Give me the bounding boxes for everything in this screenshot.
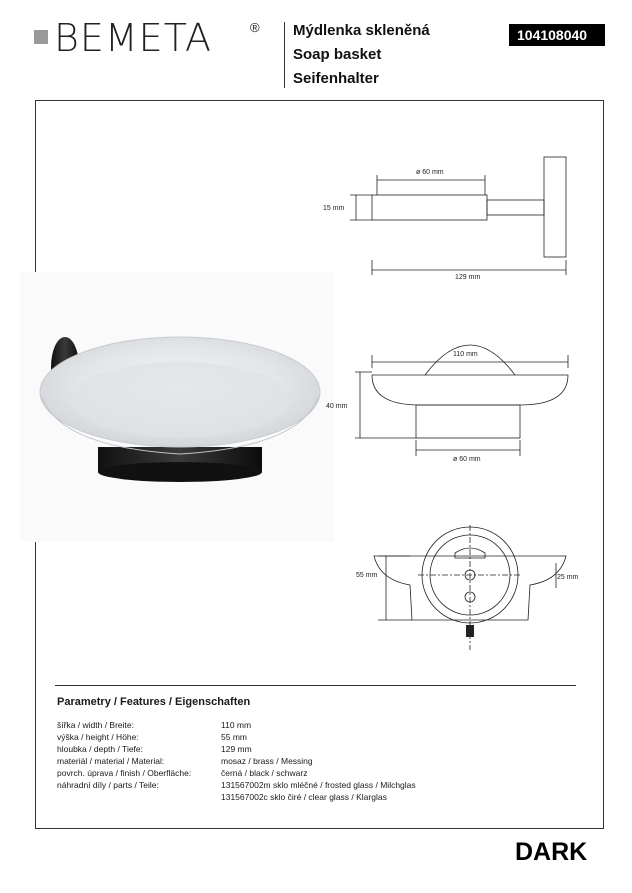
param-label: náhradní díly / parts / Teile: bbox=[57, 780, 159, 790]
dim-front-depth: 25 mm bbox=[557, 574, 579, 581]
param-value: 131567002m sklo mléčné / frosted glass / Milchglas bbox=[221, 780, 416, 790]
dim-side-width: 110 mm bbox=[453, 351, 478, 358]
dim-top-height: 15 mm bbox=[323, 205, 345, 212]
param-value: mosaz / brass / Messing bbox=[221, 756, 313, 766]
param-label: výška / height / Höhe: bbox=[57, 732, 139, 742]
title-czech: Mýdlenka skleněná bbox=[293, 22, 430, 39]
params-title: Parametry / Features / Eigenschaften bbox=[57, 696, 251, 708]
param-value: černá / black / schwarz bbox=[221, 768, 308, 778]
title-german: Seifenhalter bbox=[293, 70, 379, 87]
dim-top-length: 129 mm bbox=[455, 274, 481, 281]
product-code: 104108040 bbox=[509, 24, 605, 46]
param-label: šířka / width / Breite: bbox=[57, 720, 134, 730]
series-name: DARK bbox=[515, 838, 588, 866]
param-label: povrch. úprava / finish / Oberfläche: bbox=[57, 768, 192, 778]
title-english: Soap basket bbox=[293, 46, 382, 63]
dim-top-diameter: ø 60 mm bbox=[416, 169, 444, 176]
param-label: materiál / material / Material: bbox=[57, 756, 165, 766]
param-value: 55 mm bbox=[221, 732, 247, 742]
param-value: 131567002c sklo čiré / clear glass / Klarglas bbox=[221, 792, 387, 802]
param-label: hloubka / depth / Tiefe: bbox=[57, 744, 144, 754]
dim-side-height: 40 mm bbox=[326, 403, 348, 410]
dim-front-height: 55 mm bbox=[356, 572, 378, 579]
param-value: 129 mm bbox=[221, 744, 252, 754]
dim-side-base: ø 60 mm bbox=[453, 456, 481, 463]
registered-mark: ® bbox=[250, 20, 260, 35]
brand-logo: BEMETA bbox=[54, 16, 212, 60]
params-divider bbox=[55, 685, 576, 686]
param-value: 110 mm bbox=[221, 720, 252, 730]
